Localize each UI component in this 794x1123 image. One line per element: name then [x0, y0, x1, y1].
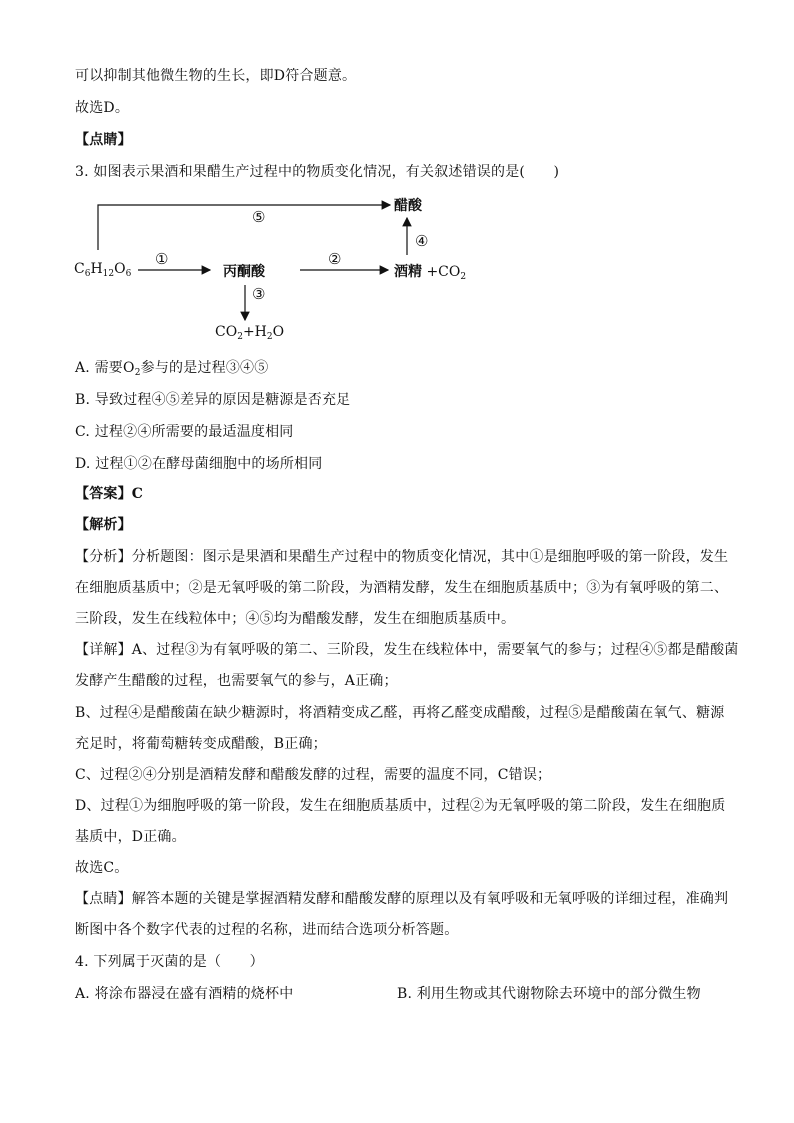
process-diagram: [70, 190, 490, 350]
detail-line: B、过程④是醋酸菌在缺少糖源时，将酒精变成乙醛，再将乙醛变成醋酸，过程⑤是醋酸菌在氧气、糖源: [75, 705, 725, 721]
section-heading: 【解析】: [75, 517, 132, 533]
step-4-label: ④: [415, 232, 429, 250]
detail-line: 发酵产生醋酸的过程，也需要氧气的参与，A正确；: [75, 673, 398, 689]
tip-line: 【点睛】解答本题的关键是掌握酒精发酵和醋酸发酵的原理以及有氧呼吸和无氧呼吸的详细过程，准确判: [75, 891, 729, 907]
co2-h2o-label: $CO_2+H_2O$: [215, 324, 285, 342]
option-c: C. 过程②④所需要的最适温度相同: [75, 424, 294, 440]
option-b: B. 导致过程④⑤差异的原因是糖源是否充足: [75, 392, 351, 408]
detail-line: 【详解】A、过程③为有氧呼吸的第二、三阶段，发生在线粒体中，需要氧气的参与；过程④⑤都是醋酸菌: [75, 642, 739, 658]
analysis-line: 在细胞质基质中；②是无氧呼吸的第二阶段，为酒精发酵，发生在细胞质基质中；③为有氧呼吸的第二、: [75, 580, 729, 596]
step-2-label: ②: [328, 250, 342, 268]
pyruvate-label: 丙酮酸: [223, 264, 265, 280]
tip-line: 断图中各个数字代表的过程的名称，进而结合选项分析答题。: [75, 922, 459, 938]
acetic-acid-label: 醋酸: [394, 198, 422, 214]
analysis-line: 【分析】分析题图：图示是果酒和果醋生产过程中的物质变化情况，其中①是细胞呼吸的第一阶段，发生: [75, 549, 729, 565]
option-a: A. 需要$O_2$参与的是过程③④⑤: [75, 360, 269, 378]
detail-line: C、过程②④分别是酒精发酵和醋酸发酵的过程，需要的温度不同，C错误；: [75, 767, 552, 783]
detail-line: 充足时，将葡萄糖转变成醋酸，B正确；: [75, 736, 327, 752]
ethanol-co2-label: 酒精 $+CO_2$: [394, 264, 467, 282]
detail-line: D、过程①为细胞呼吸的第一阶段，发生在细胞质基质中，过程②为无氧呼吸的第二阶段，发生在细胞质: [75, 798, 726, 814]
question-4: 4. 下列属于灭菌的是（ ）: [75, 954, 264, 970]
question-4-option-a: A. 将涂布器浸在盛有酒精的烧杯中: [75, 986, 294, 1002]
text-line: 故选D。: [75, 100, 130, 116]
section-heading: 【点睛】: [75, 132, 132, 148]
answer: 【答案】C: [75, 486, 144, 502]
step-5-label: ⑤: [252, 208, 266, 226]
question-3: 3. 如图表示果酒和果醋生产过程中的物质变化情况，有关叙述错误的是( ): [75, 164, 560, 180]
option-d: D. 过程①②在酵母菌细胞中的场所相同: [75, 456, 323, 472]
glucose-formula: $C_6H_{12}O_6$: [74, 261, 132, 279]
text-line: 可以抑制其他微生物的生长，即D符合题意。: [75, 68, 357, 84]
conclusion: 故选C。: [75, 860, 129, 876]
step-3-label: ③: [252, 285, 266, 303]
step-1-label: ①: [155, 250, 169, 268]
question-4-option-b: B. 利用生物或其代谢物除去环境中的部分微生物: [397, 986, 701, 1002]
analysis-line: 三阶段，发生在线粒体中；④⑤均为醋酸发酵，发生在细胞质基质中。: [75, 611, 516, 627]
detail-line: 基质中，D正确。: [75, 829, 186, 845]
